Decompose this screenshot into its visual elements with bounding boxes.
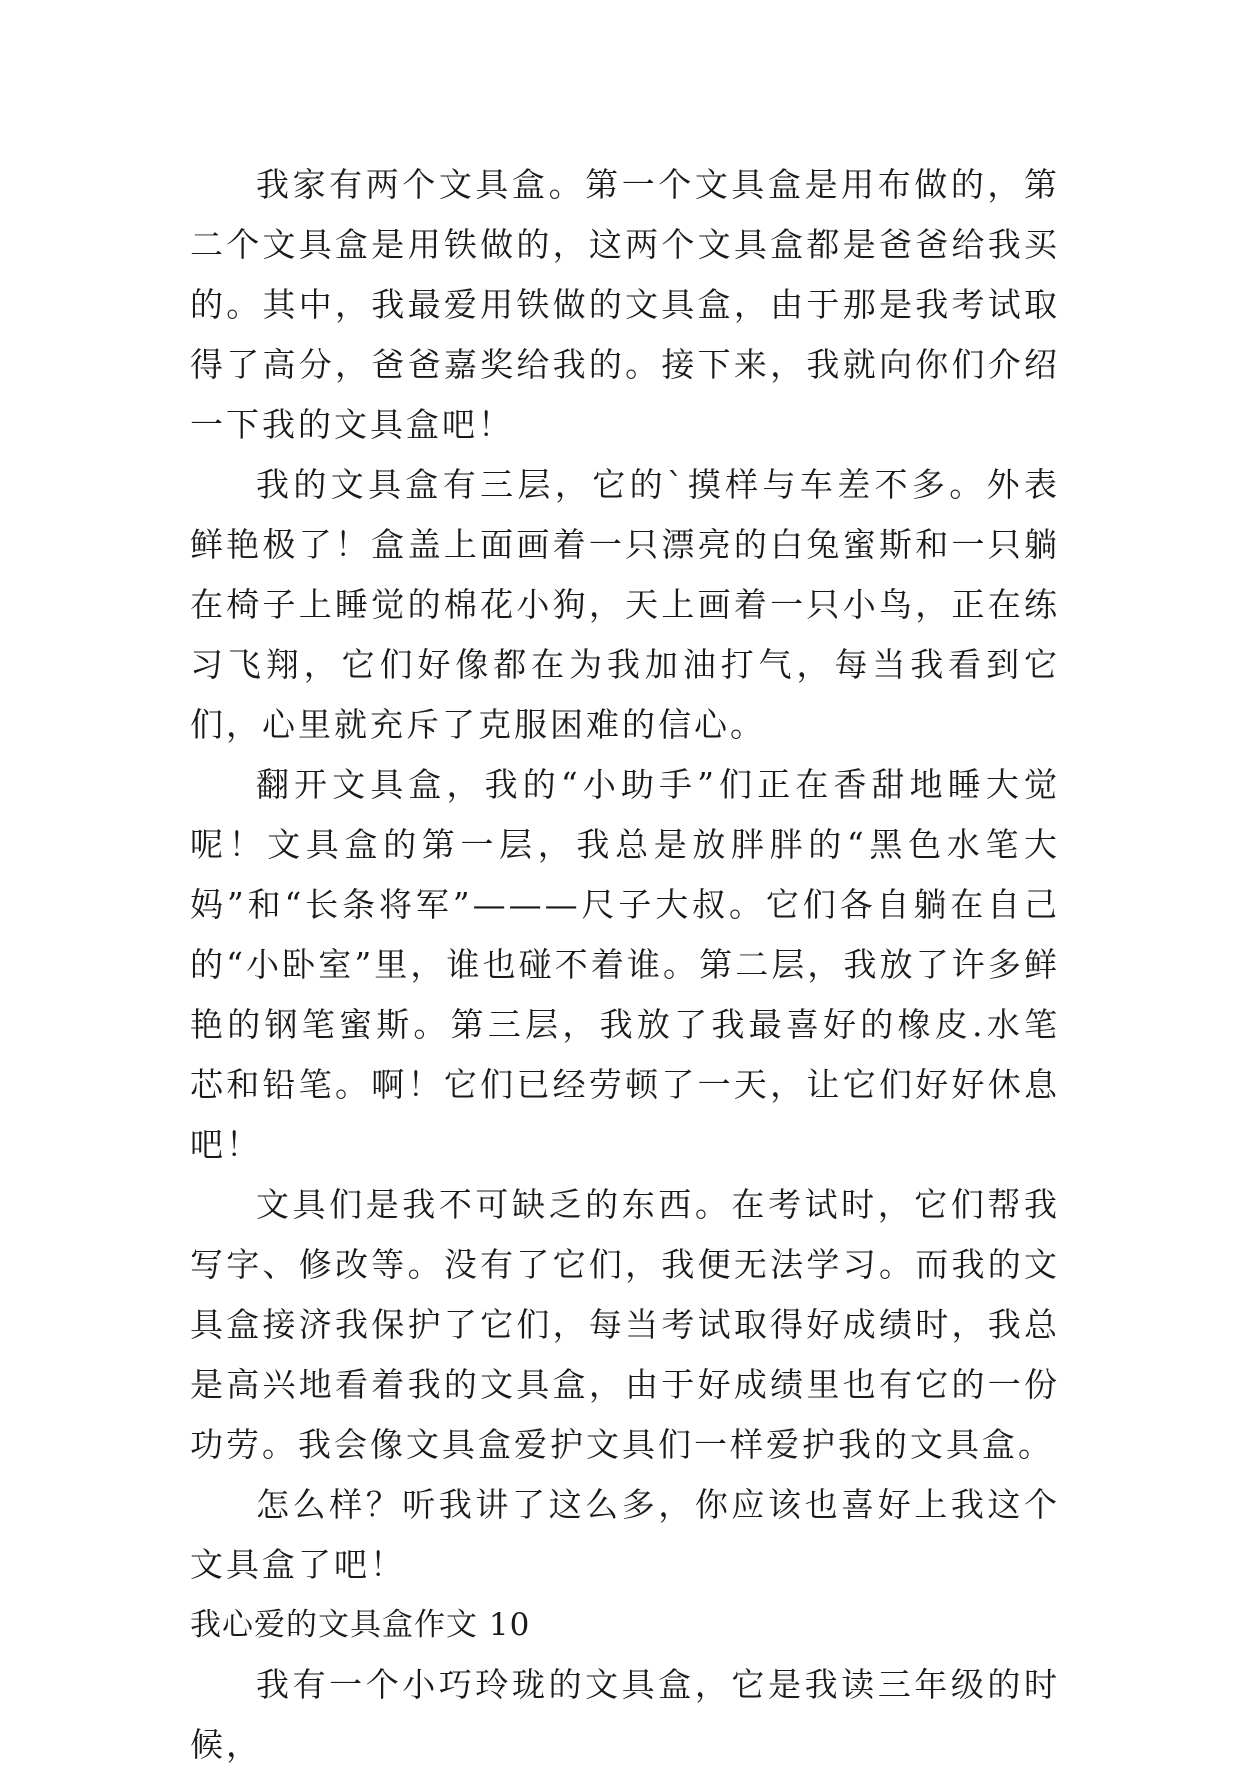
paragraph-1: 我家有两个文具盒。第一个文具盒是用布做的，第二个文具盒是用铁做的，这两个文具盒都是爸爸给我买的。其中，我最爱用铁做的文具盒，由于那是我考试取得了高分，爸爸嘉奖给我的。接下来，我就向你们介绍一下我的文具盒吧！ [190,165,1060,444]
paragraph-6: 我有一个小巧玲珑的文具盒，它是我读三年级的时候， [190,1665,1060,1764]
paragraph-4: 文具们是我不可缺乏的东西。在考试时，它们帮我写字、修改等。没有了它们，我便无法学习。而我的文具盒接济我保护了它们，每当考试取得好成绩时，我总是高兴地看着我的文具盒，由于好成绩里也有它的一份功劳。我会像文具盒爱护文具们一样爱护我的文具盒。 [190,1185,1060,1464]
essay-heading: 我心爱的文具盒作文 10 [190,1607,531,1643]
essay-body [190,155,1060,1775]
paragraph-2: 我的文具盒有三层，它的`摸样与车差不多。外表鲜艳极了！盒盖上面画着一只漂亮的白兔蜜斯和一只躺在椅子上睡觉的棉花小狗，天上画着一只小鸟，正在练习飞翔，它们好像都在为我加油打气，每当我看到它们，心里就充斥了克服困难的信心。 [190,465,1060,744]
paragraph-3: 翻开文具盒，我的“小助手”们正在香甜地睡大觉呢！文具盒的第一层，我总是放胖胖的“黑色水笔大妈”和“长条将军”———尺子大叔。它们各自躺在自己的“小卧室”里，谁也碰不着谁。第二层，我放了许多鲜艳的钢笔蜜斯。第三层，我放了我最喜好的橡皮.水笔芯和铅笔。啊！它们已经劳顿了一天，让它们好好休息吧！ [190,765,1060,1164]
paragraph-5: 怎么样？听我讲了这么多，你应该也喜好上我这个文具盒了吧！ [190,1485,1060,1584]
